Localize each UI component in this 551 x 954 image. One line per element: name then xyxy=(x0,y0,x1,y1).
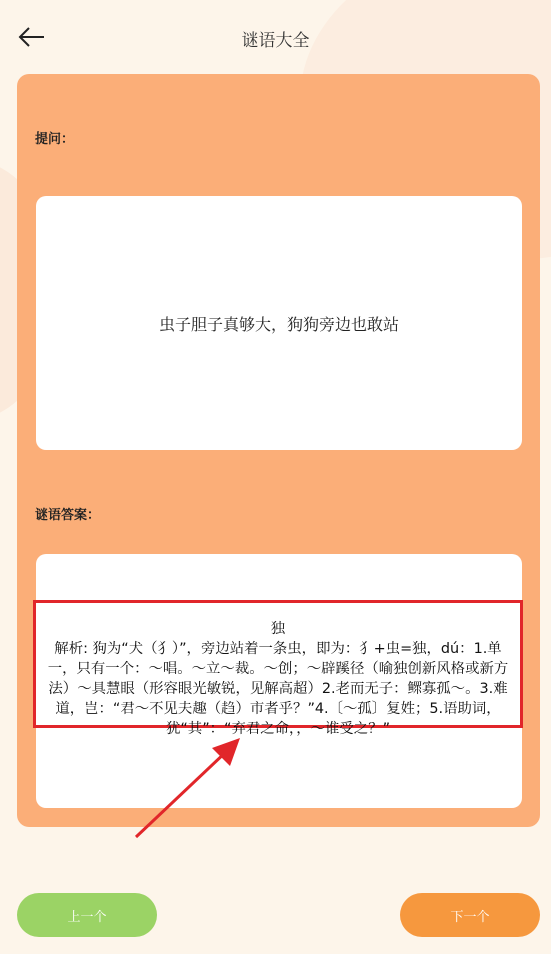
question-text: 虫子胆子真够大，狗狗旁边也敢站 xyxy=(158,314,399,334)
answer-highlight xyxy=(33,600,523,737)
page-title: 谜语大全 xyxy=(241,31,310,51)
answer-label: 谜语答案： xyxy=(35,508,101,523)
answer-word: 独 xyxy=(270,621,286,637)
question-label: 提问： xyxy=(35,132,75,147)
answer-analysis: 解析: 狗为“犬（犭）”，旁边站着一条虫，即为：犭+虫=独，dú：1.单一，只有一个：～唱。～立～裁。～创；～辟蹊径（喻独创新风格或新方法）～具慧眼（形容眼光敏锐，见解高超）2.老而无子：鳏寡孤～。3.难道，岂：“君～不见夫趣（趋）市者乎？”4.〔～孤〕复姓；5.语助词，犹“其”：“弃君之命，，～谁受之？” xyxy=(47,641,509,737)
red-arrow-annotation xyxy=(128,712,248,842)
next-button[interactable]: 下一个 xyxy=(400,893,540,937)
question-box xyxy=(36,196,522,450)
top-bar xyxy=(0,0,551,76)
previous-button[interactable]: 上一个 xyxy=(17,893,157,937)
